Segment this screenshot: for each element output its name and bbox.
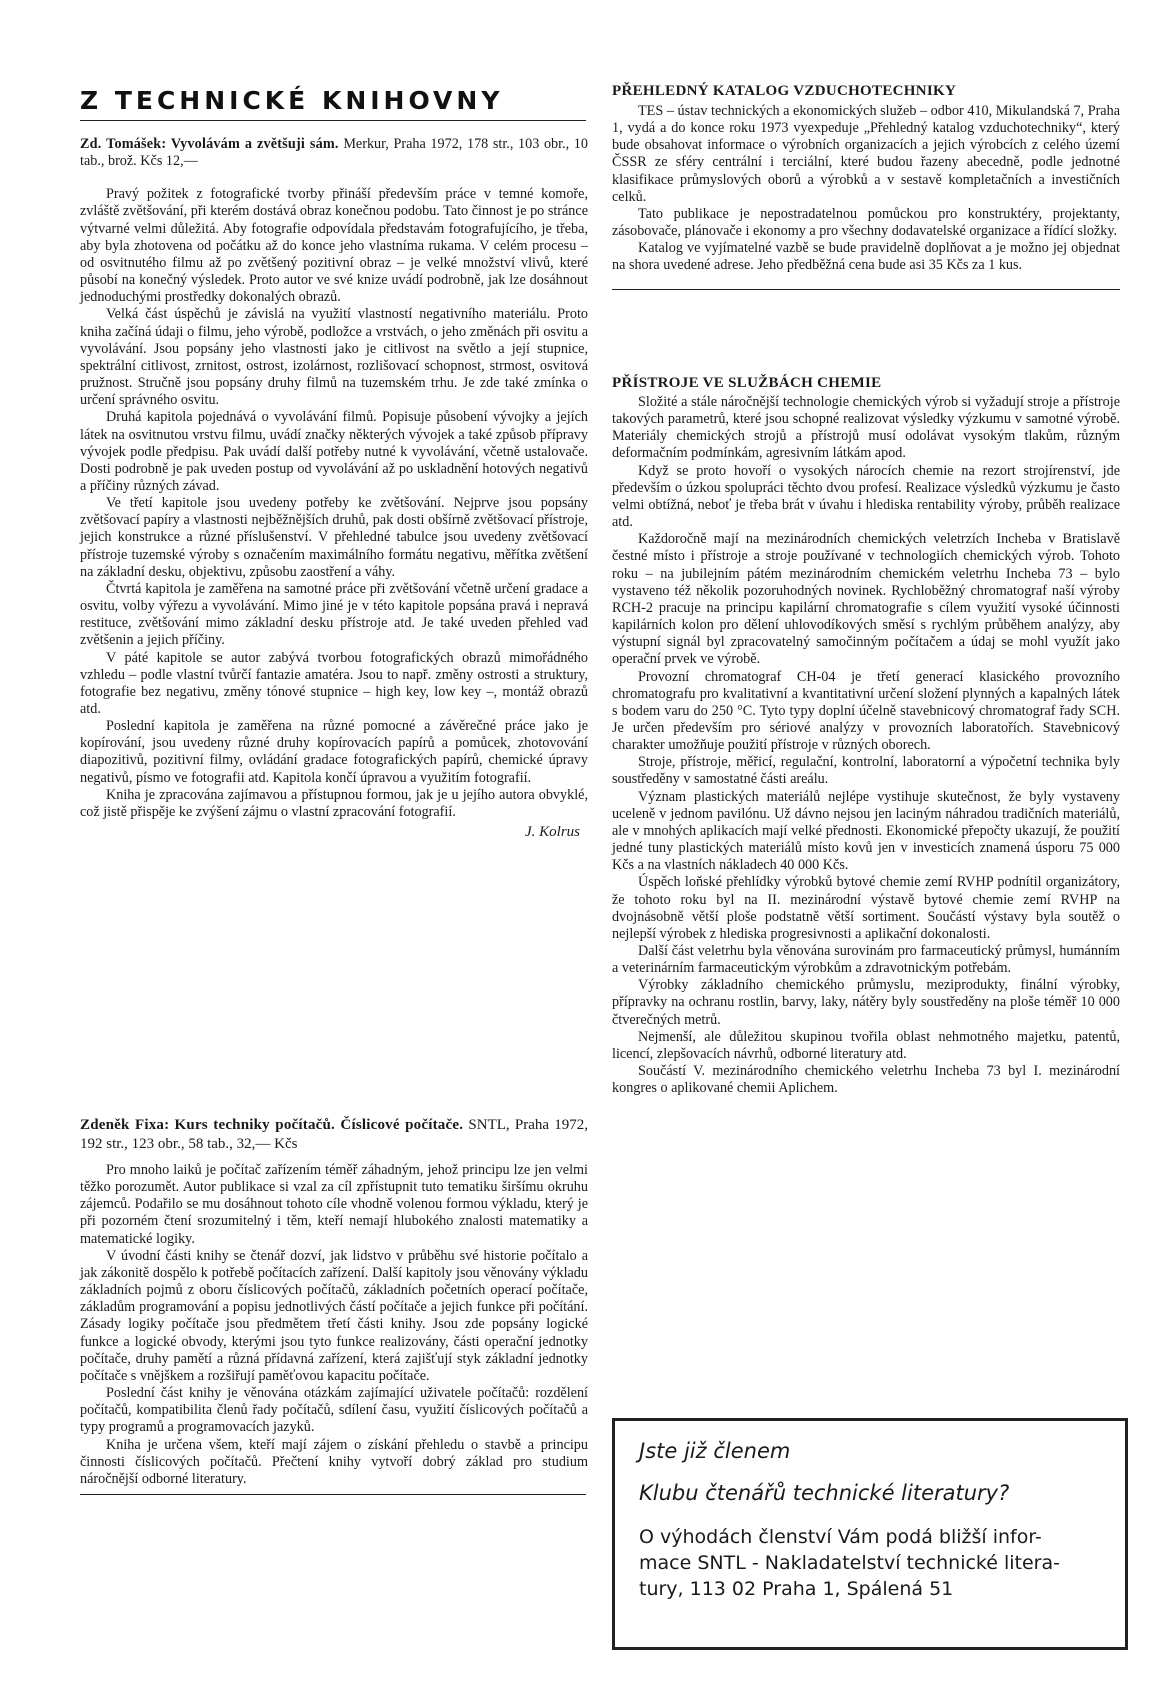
right-column	[612, 82, 1120, 290]
catalog-paragraph: TES – ústav technických a ekonomických služeb – odbor 410, Mikulandská 7, Praha 1, vydá a do konce roku 1973 vyexpeduje „Přehledný katalog vzduchotechniky“, který bude obsahovat informace o výrobních organizacích a jejich výrobcích z celého území ČSSR ze sféry centrální i terciální, které budou řazeny abecedně, podle jednotné klasifikace průmyslových oborů a výrobků a v sestavě kompletačních a investičních celků.	[612, 103, 1120, 205]
review1-book-title: Vyvolávám a zvětšuji sám.	[170, 136, 339, 152]
review1-paragraph: Pravý požitek z fotografické tvorby přináší především práce v temné komoře, zvláště zvětšování, při kterém dostává obraz konečnou podobu. Tato činnost je po stránce výtvarné velmi důležitá. Aby fotografie odpovídala představám fotografujícího, je třeba, aby byla zhotovena od počátku až do konce jeho vlastníma rukama. V celém procesu – od osvitnutého filmu až po zvětšený pozitivní obraz – je velké množství vlivů, které působí na konečný výsledek. Proto autor ve své knize uvádí podrobně, jak lze dosáhnout jednoduchými prostředky dokonalých obrazů.	[80, 186, 588, 306]
chemistry-paragraph: Další část veletrhu byla věnována surovinám pro farmaceutický průmysl, humánním a veterinárním farmaceutickým výrobkům a zdravotnickým potřebám.	[612, 943, 1120, 977]
advert-line-3: O výhodách členství Vám podá bližší infor-	[639, 1526, 1042, 1548]
review2-paragraph: Poslední část knihy je věnována otázkám zajímající uživatele počítačů: rozdělení počítačů, kompatibilita členů řady počítačů, sdílení času, využití číslicových počítačů a typy programů a programovacích jazyků.	[80, 1385, 588, 1436]
review1-signature: J. Kolrus	[524, 824, 580, 841]
section-title-rule	[80, 120, 586, 121]
left-column	[80, 136, 588, 841]
review2-paragraph: Kniha je určena všem, kteří mají zájem o získání přehledu o stavbě a principu činnosti číslicových počítačů. Přečtení knihy vytvoří dobrý základ pro studium náročnější odborné literatury.	[80, 1436, 588, 1487]
chemistry-heading: PŘÍSTROJE VE SLUŽBÁCH CHEMIE	[612, 375, 882, 391]
review1-heading	[80, 136, 588, 170]
left-column-review2	[80, 1116, 588, 1495]
chemistry-paragraph: Nejmenší, ale důležitou skupinou tvořila oblast nehmotného majetku, patentů, licencí, zlepšovacích návrhů, odborné literatury atd.	[612, 1028, 1120, 1062]
review1-author: Zd. Tomášek:	[80, 136, 167, 152]
review1-paragraph: V páté kapitole se autor zabývá tvorbou fotografických obrazů mimořádného vzhledu – podle vlastní tvůrčí fantazie amatéra. Jsou to např. změny ostrosti a struktury, fotografie bez negativu, změny tónové stupnice – high key, low key –, montáž obrazů atd.	[80, 649, 588, 717]
chemistry-paragraph: Význam plastických materiálů nejlépe vystihuje skutečnost, že byly vystaveny uceleně v jednom pavilónu. Už dávno nejsou jen laciným náhradou tradičních materiálů, ale v mnohých aplikacích mají velké přednosti. Ekonomické přepočty ukazují, že použití jedné tuny plastických materiálů místo kovů jen v investicích znamená úsporu 75 000 Kčs a na vlastních nákladech 40 000 Kčs.	[612, 788, 1120, 874]
review2-book-title: Kurs techniky počítačů. Číslicové počítače.	[174, 1117, 464, 1133]
review1-paragraph: Druhá kapitola pojednává o vyvolávání filmů. Popisuje působení vývojky a jejích látek na osvitnutou vrstvu filmu, uvádí značky některých vývojek a také způsob přípravy vývojek podle předpisu. Pak uvádí další potřeby nutné k vyvolávání, včetně ustalovače. Dosti podrobně je pak uveden postup od vyvolávání až po uskladnění hotových negativů a příčiny různých závad.	[80, 409, 588, 494]
review2-details: SNTL, Praha 1972, 192 str., 123 obr., 58 tab., 32,— Kčs	[80, 1117, 589, 1152]
review2-heading	[80, 1116, 588, 1154]
review1-details: Merkur, Praha 1972, 178 str., 103 obr., 10 tab., brož. Kčs 12,—	[80, 136, 588, 170]
chemistry-paragraph: Stroje, přístroje, měřicí, regulační, kontrolní, laboratorní a výpočetní technika byly soustředěny v samostatné části areálu.	[612, 754, 1120, 788]
chemistry-paragraph: Složité a stále náročnější technologie chemických výrob si vyžadují stroje a přístroje takových parametrů, které jsou schopné realizovat výsledky výzkumu v samotné výrobě. Materiály chemických strojů a přístrojů musí odolávat vysokým tlakům, různým deformačním podmínkám, agresivním látkám apod.	[612, 394, 1120, 462]
chemistry-paragraph: Každoročně mají na mezinárodních chemických veletrzích Incheba v Bratislavě čestné místo i přístroje a stroje používané v technologiích chemických výrob. Tohoto roku – na jubilejním pátém mezinárodním chemickém veletrhu Incheba 73 – bylo vystaveno též několik pozoruhodných novinek. Rychloběžný chromatograf naší výroby RCH-2 pracuje na principu kapilární chromatografie s cílem využití vysoké účinnosti kapilárních kolon pro dělení uhlovodíkových směsí s rychlým průběhem analýzy, aby výstupní signál byl zpracovatelný samočinným počítačem a údaj se mohl využít jako operační prvek ve výrobě.	[612, 531, 1120, 668]
catalog-end-rule	[612, 289, 1120, 290]
club-advert-box	[612, 1418, 1128, 1650]
review1-paragraph: Kniha je zpracována zajímavou a přístupnou formou, jak je u jejího autora obvyklé, což jistě přispěje ke zvýšení zájmu o vlastní zpracování fotografií.	[80, 786, 588, 820]
chemistry-paragraph: Provozní chromatograf CH-04 je třetí generací klasického provozního chromatografu pro kvalitativní a kvantitativní určení složení plynných a kapalných látek s bodem varu do 250 °C. Tyto typy doplní účelně stavebnicový chromatograf řady SCH. Je určen především pro sériové analýzy v provozních laboratořích. Stavebnicový charakter umožňuje použití přístroje v různých oborech.	[612, 668, 1120, 754]
review1-paragraph: Velká část úspěchů je závislá na využití vlastností negativního materiálu. Proto kniha začíná údaji o filmu, jeho výrobě, podložce a vrstvách, o jeho změnách při osvitu a vyvolávání. Jsou popsány jeho vlastnosti jako je citlivost na světlo a její stupnice, spektrální citlivost, zrnitost, ostrost, izolárnost, rozlišovací schopnost, strmost, osvitová pružnost. Stručně jsou popsány druhy filmů na tuzemském trhu. Je zde také zmínka o určení správného osvitu.	[80, 306, 588, 409]
review1-paragraph: Čtvrtá kapitola je zaměřena na samotné práce při zvětšování včetně určení gradace a osvitu, volby výřezu a vyvolávání. Mimo jiné je v této kapitole popsána pravá i nepravá restituce, zvětšování mimo základní desku přístroje atd. Je také uveden přehled vad zvětšenin a jejich příčiny.	[80, 580, 588, 649]
review2-end-rule	[80, 1494, 586, 1495]
section-title: Z TECHNICKÉ KNIHOVNY	[80, 86, 504, 115]
review2-author: Zdeněk Fixa:	[80, 1117, 170, 1133]
chemistry-paragraph: Úspěch loňské přehlídky výrobků bytové chemie zemí RVHP podnítil organizátory, že tohoto roku byl na II. mezinárodní výstavě bytové chemie zemí RVHP na dvojnásobně větší ploše podstatně větší sortiment. Součástí výstavy byla soutěž o nejlepší výrobek z hlediska progresivnosti a aplikační dokonalosti.	[612, 874, 1120, 942]
chemistry-paragraph: Když se proto hovoří o vysokých nárocích chemie na rezort strojírenství, jde především o úzkou spolupráci těchto dvou profesí. Realizace výsledků výzkumu je často velmi obtížná, neboť je třeba brát v úvahu i hlediska rentability výroby, průběh realizace atd.	[612, 462, 1120, 531]
advert-line-1: Jste již členem	[639, 1439, 791, 1463]
right-column-chemistry	[612, 374, 1120, 1097]
advert-line-2: Klubu čtenářů technické literatury?	[639, 1481, 1010, 1505]
chemistry-paragraph: Výrobky základního chemického průmyslu, meziprodukty, finální výrobky, přípravky na ochranu rostlin, barvy, laky, nátěry byly soustředěny na ploše téměř 10 000 čtverečných metrů.	[612, 977, 1120, 1028]
catalog-paragraph: Tato publikace je nepostradatelnou pomůckou pro konstruktéry, projektanty, zásobovače, plánovače i ekonomy a pro všechny dodavatelské organizace a řídící složky.	[612, 205, 1120, 240]
advert-line-5: tury, 113 02 Praha 1, Spálená 51	[639, 1578, 954, 1600]
advert-line-4: mace SNTL - Nakladatelství technické litera-	[639, 1552, 1060, 1574]
review2-paragraph: Pro mnoho laiků je počítač zařízením téměř záhadným, jehož principu lze jen velmi těžko porozumět. Autor publikace si vzal za cíl zpřístupnit tuto tematiku širšímu okruhu zájemců. Podařilo se mu dosáhnout tohoto cíle vhodně volenou formou výkladu, který je při pozorném čtení srozumitelný i těm, kteří nemají hlubokého znalosti matematiky a matematické logiky.	[80, 1162, 588, 1247]
review1-paragraph: Poslední kapitola je zaměřena na různé pomocné a závěrečné práce jako je kopírování, jsou uvedeny různé druhy kopírovacích papírů a pomůcek, zhotovování diapozitivů, pozitivní filmy, ovládání gradace fotografických papírů, chemické úpravy negativů, písmo ve fotografii atd. Kapitola končí úpravou a využitím fotografií.	[80, 718, 588, 786]
catalog-paragraph: Katalog ve vyjímatelné vazbě se bude pravidelně doplňovat a je možno jej objednat na shora uvedené adrese. Jeho předběžná cena bude asi 35 Kčs za 1 kus.	[612, 240, 1120, 274]
catalog-heading: PŘEHLEDNÝ KATALOG VZDUCHOTECHNIKY	[612, 83, 957, 99]
review2-paragraph: V úvodní části knihy se čtenář dozví, jak lidstvo v průběhu své historie počítalo a jak zákonitě dospělo k potřebě počítacích zařízení. Další kapitoly jsou věnovány výkladu základních pojmů z oboru číslicových počítačů, základních početních operací počítače, základům programování a popisu jednotlivých částí počítače a jejich funkce při počítání. Zásady logiky počítače jsou předmětem třetí části knihy. Jsou zde popsány logické funkce a logické obvody, kterými jsou tyto funkce realizovány, části operační jednotky počítače, druhy pamětí a různá přídavná zařízení, která zajišťují styk základní jednotky počítače s vnějškem a rozšiřují paměťovou kapacitu počítače.	[80, 1247, 588, 1384]
chemistry-paragraph: Součástí V. mezinárodního chemického veletrhu Incheba 73 byl I. mezinárodní kongres o aplikované chemii Aplichem.	[612, 1063, 1120, 1097]
review1-paragraph: Ve třetí kapitole jsou uvedeny potřeby ke zvětšování. Nejprve jsou popsány zvětšovací papíry a vlastnosti nejběžnějších druhů, pak dosti obšírně zvětšovací přístroje, jejich konstrukce a různé příslušenství. V přehledné tabulce jsou uvedeny zvětšovací přístroje tuzemské výroby s označením maximálního formátu negativu, měřítka zvětšení na základní desku, objektivu, způsobu zaostření a váhy.	[80, 495, 588, 580]
